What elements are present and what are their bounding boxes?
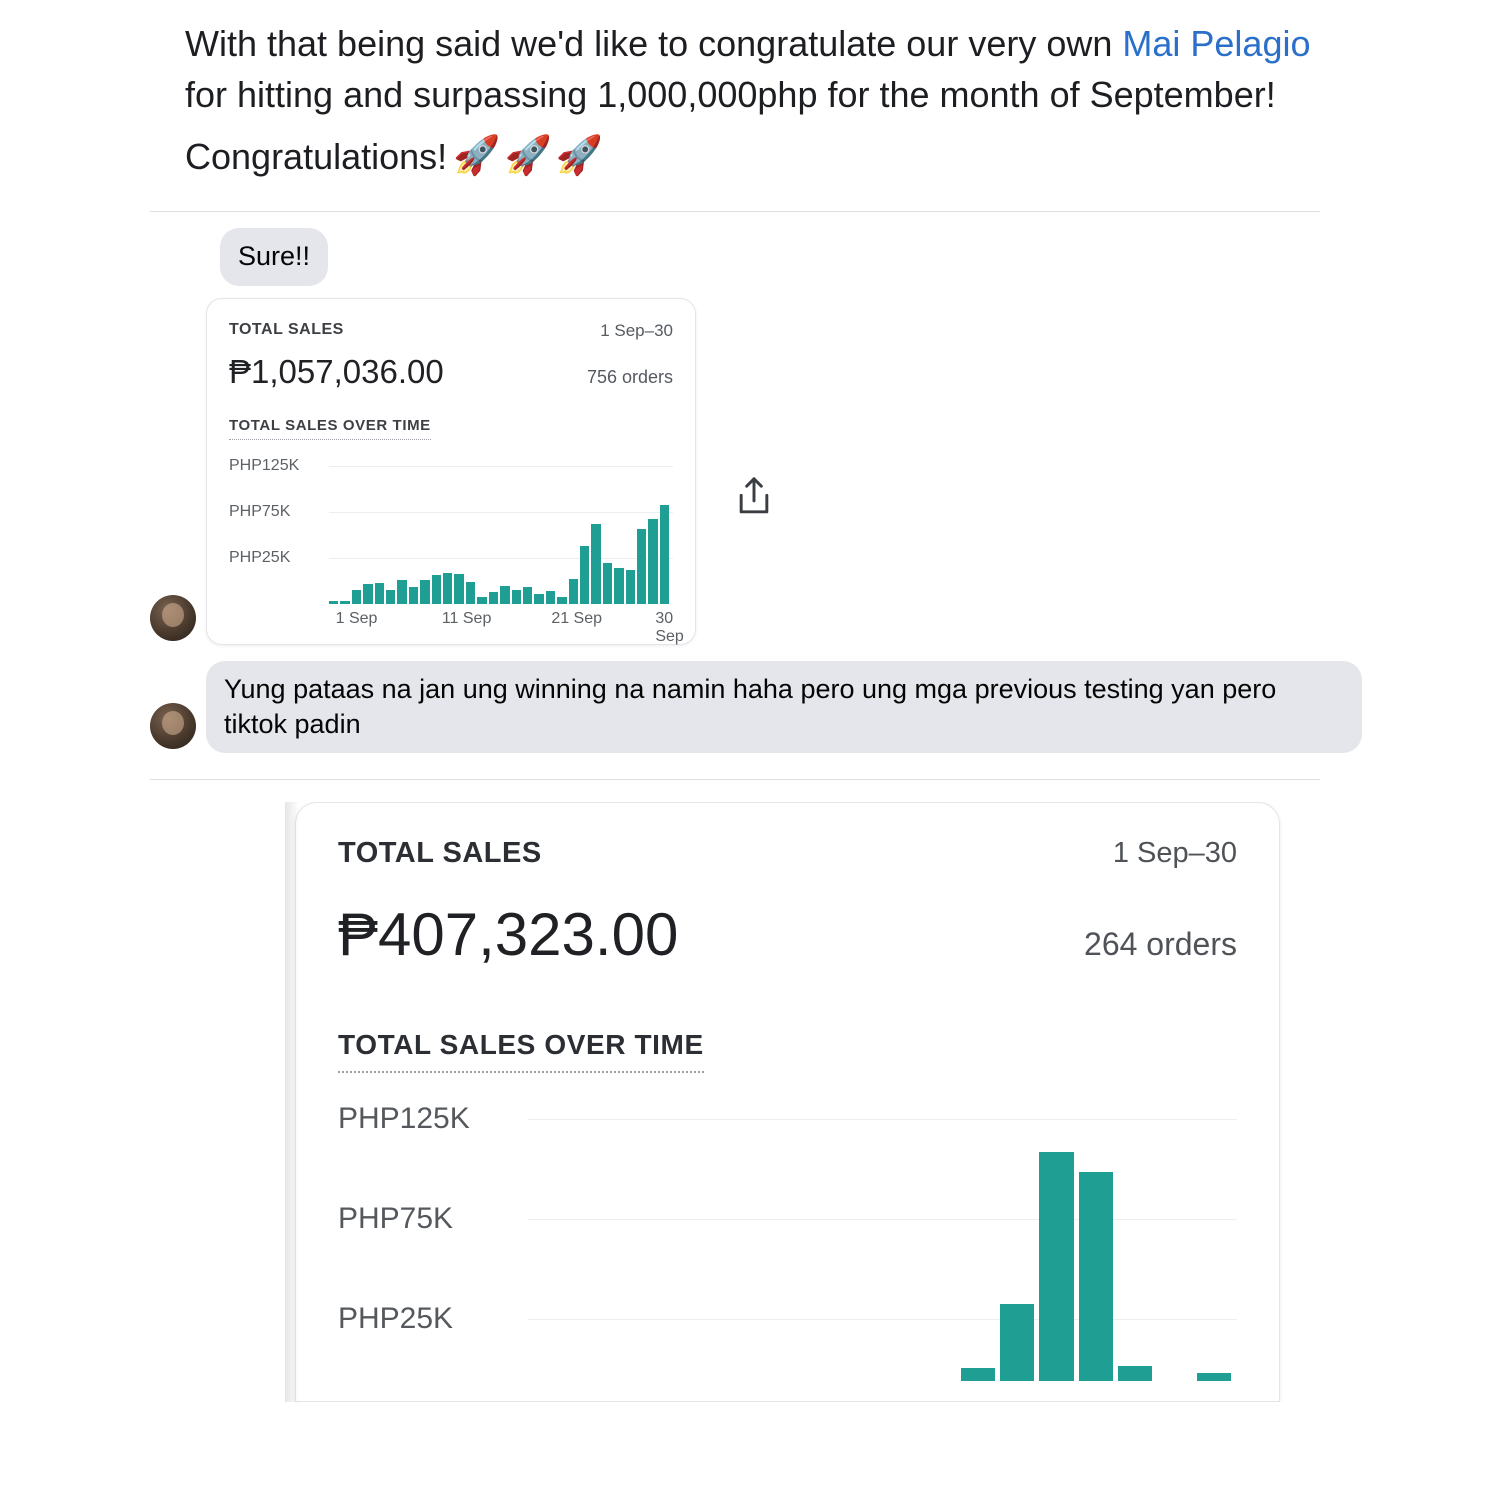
card-large-range: 1 Sep–30 xyxy=(1112,836,1237,869)
chart-bar xyxy=(1079,1172,1113,1381)
post-text-suffix: for hitting and surpassing 1,000,000php for the month of September! xyxy=(185,74,1276,116)
chart-small-ytick-75k: PHP75K xyxy=(229,502,291,520)
card-small-orders: 756 orders xyxy=(586,366,673,387)
analytics-card-large-wrap xyxy=(0,802,1500,1402)
card-small-amount: ₱1,057,036.00 xyxy=(229,352,444,390)
chart-small-ytick-25k: PHP25K xyxy=(229,548,291,566)
share-icon[interactable] xyxy=(732,473,776,525)
chart-bar xyxy=(1000,1304,1034,1380)
chart-small-xtick-4: 30 Sep xyxy=(655,609,684,645)
rocket-icon: 🚀🚀🚀 xyxy=(453,135,608,178)
chat-bubble-sure: Sure!! xyxy=(220,228,328,285)
chart-bar xyxy=(432,575,441,604)
chat-screenshot xyxy=(0,228,1500,752)
chart-large-bars xyxy=(528,1123,1231,1381)
card-large-orders: 264 orders xyxy=(1084,925,1237,962)
chart-bar xyxy=(603,563,612,603)
chart-bar xyxy=(352,590,361,603)
chart-small-ytick-125k: PHP125K xyxy=(229,456,300,474)
chart-bar xyxy=(512,590,521,603)
congrats-text: Congratulations! xyxy=(185,135,448,177)
chart-bar xyxy=(569,579,578,604)
chart-bar xyxy=(591,524,600,604)
chart-bar xyxy=(477,597,486,604)
chart-large-ytick-125k: PHP125K xyxy=(338,1101,470,1135)
chart-bar xyxy=(454,574,463,604)
chart-bar xyxy=(626,570,635,604)
chat-message-row-2 xyxy=(150,661,1500,753)
card-large-label: TOTAL SALES xyxy=(338,836,542,869)
post-mention-link[interactable]: Mai Pelagio xyxy=(1122,23,1311,64)
chart-small-xtick-3: 21 Sep xyxy=(551,609,603,627)
chart-small xyxy=(229,454,673,604)
chart-bar xyxy=(523,587,532,603)
chart-bar xyxy=(386,590,395,603)
chart-bar xyxy=(637,529,646,604)
chart-bar xyxy=(443,573,452,604)
chart-bar xyxy=(1118,1366,1152,1381)
card-edge-shadow xyxy=(285,802,299,1402)
card-small-range: 1 Sep–30 xyxy=(600,320,673,340)
chart-bar xyxy=(409,587,418,603)
chart-bar xyxy=(534,594,543,604)
divider-2 xyxy=(150,779,1320,780)
post-text-prefix: With that being said we'd like to congratulate our very own xyxy=(185,23,1123,64)
chart-large-ytick-75k: PHP75K xyxy=(338,1201,454,1235)
analytics-card-small xyxy=(206,298,696,645)
chart-large xyxy=(338,1103,1237,1363)
card-large-amount: ₱407,323.00 xyxy=(338,900,679,968)
analytics-card-large xyxy=(295,802,1280,1402)
chat-message-row-1 xyxy=(220,228,1500,285)
avatar xyxy=(150,595,196,641)
chart-bar xyxy=(363,584,372,603)
chart-small-xaxis xyxy=(329,604,684,645)
card-small-label: TOTAL SALES xyxy=(229,320,344,338)
chart-bar xyxy=(660,505,669,604)
chart-bar xyxy=(489,592,498,604)
avatar xyxy=(150,703,196,749)
chart-bar xyxy=(580,546,589,604)
chart-bar xyxy=(375,583,384,603)
chat-bubble-tagalog: Yung pataas na jan ung winning na namin haha pero ung mga previous testing yan pero tiktok padin xyxy=(206,661,1362,753)
chart-bar xyxy=(500,586,509,603)
post-paragraph xyxy=(0,0,1500,120)
chart-bar xyxy=(614,568,623,604)
chart-small-bars xyxy=(329,466,669,604)
chart-small-xtick-1: 1 Sep xyxy=(335,609,378,627)
divider xyxy=(150,211,1320,212)
analytics-card-row xyxy=(150,298,1500,645)
chart-large-ytick-25k: PHP25K xyxy=(338,1301,454,1335)
chart-bar xyxy=(1197,1373,1231,1380)
chart-bar xyxy=(961,1368,995,1381)
chart-bar xyxy=(420,580,429,603)
congrats-line xyxy=(0,120,1500,183)
chart-small-xtick-2: 11 Sep xyxy=(441,609,492,627)
chart-bar xyxy=(466,582,475,603)
chart-bar xyxy=(648,519,657,603)
card-small-subtitle: TOTAL SALES OVER TIME xyxy=(229,417,431,440)
chart-bar xyxy=(557,597,566,604)
card-large-subtitle: TOTAL SALES OVER TIME xyxy=(338,1029,704,1073)
chart-bar xyxy=(397,580,406,603)
chart-bar xyxy=(1039,1152,1073,1381)
chart-bar xyxy=(546,591,555,603)
